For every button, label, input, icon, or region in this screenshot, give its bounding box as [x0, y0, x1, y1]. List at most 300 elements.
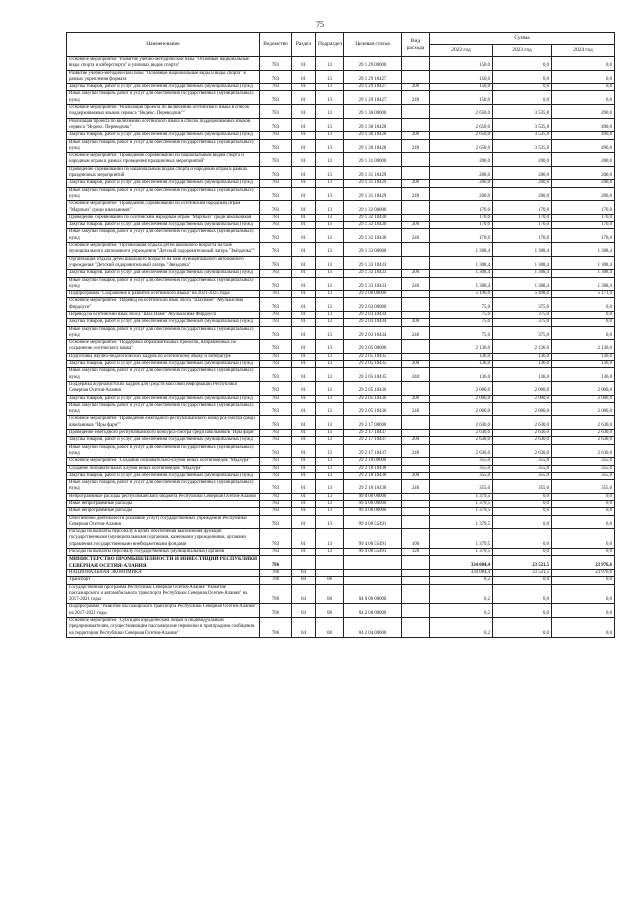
row-2023-cell: 0,0 — [493, 515, 552, 529]
row-target-cell: 29 2 18 10438 — [344, 472, 402, 479]
row-target-cell: 29 1 32 10430 — [344, 229, 402, 243]
row-2024-cell: 0,0 — [552, 84, 615, 91]
row-2024-cell: 0,0 — [552, 577, 615, 584]
row-name-cell: Перевод на осетинский язык эпоса "Шах Наме" Абулькасима Фирдоуси — [67, 311, 260, 318]
row-subsection-cell: 13 — [316, 105, 344, 119]
row-2024-cell: 2 630,0 — [552, 444, 615, 458]
row-2023-cell: 2 630,0 — [493, 430, 552, 437]
row-name-cell: Проведение соревнований по осетинским народным играм "Марчъиз" среди школьников — [67, 214, 260, 221]
table-row — [67, 465, 615, 472]
row-subsection-cell: 13 — [316, 395, 344, 402]
row-ministry-cell: 783 — [260, 201, 292, 215]
row-name-cell: Расходы на выплаты персоналу государственных (муниципальных) органов — [67, 549, 260, 556]
row-target-cell: 99 4 00 55491 — [344, 549, 402, 556]
row-2024-cell: 23 976,6 — [552, 569, 615, 576]
row-ministry-cell: 783 — [260, 166, 292, 180]
row-2023-cell: 5 498,0 — [493, 291, 552, 298]
row-target-cell: 29 2 18 10438 — [344, 465, 402, 472]
table-row — [67, 139, 615, 153]
row-subsection-cell: 13 — [316, 298, 344, 312]
row-expense-type-cell: 240 — [402, 444, 430, 458]
table-row — [67, 243, 615, 257]
row-ministry-cell: 783 — [260, 243, 292, 257]
table-row — [67, 84, 615, 91]
row-2024-cell: 1 308,4 — [552, 256, 615, 270]
header-ministry: Ведомство — [260, 33, 292, 57]
row-name-cell: Основное мероприятие "Перевод на осетинский язык эпоса "Шахнаме" Абулькасима Фирдоуси" — [67, 298, 260, 312]
table-row — [67, 166, 615, 180]
table-row — [67, 214, 615, 221]
row-subsection-cell: 13 — [316, 187, 344, 201]
row-2022-cell: 136,0 — [430, 361, 493, 368]
row-name-cell: Закупка товаров, работ и услуг для обеспечения государственных (муниципальных) нужд — [67, 270, 260, 277]
row-target-cell: 29 2 17 10437 — [344, 430, 402, 437]
table-row — [67, 381, 615, 395]
row-section-cell: 01 — [292, 319, 316, 326]
table-row — [67, 402, 615, 416]
row-2022-cell: 136,0 — [430, 353, 493, 360]
row-subsection-cell: 13 — [316, 277, 344, 291]
row-2023-cell: 3 535,8 — [493, 105, 552, 119]
row-section-cell: 01 — [292, 472, 316, 479]
row-target-cell: 29 1 30 10428 — [344, 139, 402, 153]
row-subsection-cell: 13 — [316, 529, 344, 549]
row-subsection-cell: 13 — [316, 229, 344, 243]
row-2022-cell: 2 650,0 — [430, 118, 493, 132]
row-subsection-cell: 13 — [316, 361, 344, 368]
table-row — [67, 222, 615, 229]
row-section-cell: 01 — [292, 256, 316, 270]
row-expense-type-cell — [402, 501, 430, 508]
row-2022-cell: 5 196,0 — [430, 291, 493, 298]
row-2022-cell: 355,0 — [430, 465, 493, 472]
row-target-cell: 99 4 00 55491 — [344, 529, 402, 549]
table-row — [67, 256, 615, 270]
table-row — [67, 480, 615, 494]
row-2023-cell: 0,0 — [493, 91, 552, 105]
table-row — [67, 368, 615, 382]
row-expense-type-cell — [402, 556, 430, 570]
row-expense-type-cell — [402, 214, 430, 221]
row-target-cell: 29 1 32 10430 — [344, 214, 402, 221]
row-subsection-cell: 13 — [316, 180, 344, 187]
row-subsection-cell: 13 — [316, 139, 344, 153]
row-ministry-cell: 783 — [260, 361, 292, 368]
table-row — [67, 291, 615, 298]
row-2022-cell: 150,0 — [430, 57, 493, 71]
row-ministry-cell: 783 — [260, 480, 292, 494]
row-2024-cell: 0,0 — [552, 311, 615, 318]
row-2023-cell: 0,0 — [493, 529, 552, 549]
row-2024-cell: 1 308,4 — [552, 277, 615, 291]
row-2024-cell: 0,0 — [552, 298, 615, 312]
row-2022-cell: 1 308,4 — [430, 270, 493, 277]
row-section-cell: 01 — [292, 84, 316, 91]
row-2024-cell: 200,0 — [552, 180, 615, 187]
row-2022-cell: 2 630,0 — [430, 437, 493, 444]
row-2023-cell: 3 535,8 — [493, 132, 552, 139]
row-subsection-cell: 13 — [316, 311, 344, 318]
row-name-cell: Закупка товаров, работ и услуг для обеспечения государственных (муниципальных) нужд — [67, 180, 260, 187]
row-expense-type-cell — [402, 430, 430, 437]
row-target-cell: 29 1 29 10427 — [344, 70, 402, 84]
row-subsection-cell: 13 — [316, 291, 344, 298]
row-name-cell: Иные закупки товаров, работ и услуг для обеспечения государственных (муниципальных) нужд — [67, 277, 260, 291]
row-section-cell — [292, 556, 316, 570]
row-ministry-cell: 783 — [260, 91, 292, 105]
row-name-cell: НАЦИОНАЛЬНАЯ ЭКОНОМИКА — [67, 569, 260, 576]
row-expense-type-cell: 200 — [402, 395, 430, 402]
row-target-cell: 29 1 32 10430 — [344, 222, 402, 229]
row-expense-type-cell: 240 — [402, 402, 430, 416]
row-name-cell: Закупка товаров, работ и услуг для обеспечения государственных (муниципальных) нужд — [67, 472, 260, 479]
row-2023-cell: 1 308,4 — [493, 277, 552, 291]
row-subsection-cell: 13 — [316, 132, 344, 139]
row-name-cell: Закупка товаров, работ и услуг для обеспечения государственных (муниципальных) нужд — [67, 361, 260, 368]
row-section-cell: 01 — [292, 465, 316, 472]
header-target: Целевая статья — [344, 33, 402, 57]
row-2024-cell: 2 630,0 — [552, 437, 615, 444]
row-target-cell: 99 4 00 55491 — [344, 515, 402, 529]
row-name-cell: МИНИСТЕРСТВО ПРОМЫШЛЕННОСТИ И ИНВЕСТИЦИЙ РЕСПУБЛИКИ СЕВЕРНАЯ ОСЕТИЯ-АЛАНИЯ — [67, 556, 260, 570]
row-name-cell: Закупка товаров, работ и услуг для обеспечения государственных (муниципальных) нужд — [67, 319, 260, 326]
row-name-cell: Поддержка журналистских кадров для средств массовой информации Республики Северная Осетия-Алания — [67, 381, 260, 395]
row-name-cell: Обеспечение деятельности (оказание услуг) государственных учреждений Республики Северная Осетия-Алания — [67, 515, 260, 529]
row-ministry-cell: 783 — [260, 256, 292, 270]
row-name-cell: Закупка товаров, работ и услуг для обеспечения государственных (муниципальных) нужд — [67, 395, 260, 402]
row-target-cell: 29 2 17 10437 — [344, 437, 402, 444]
row-ministry-cell: 783 — [260, 311, 292, 318]
row-section-cell: 01 — [292, 416, 316, 430]
row-2023-cell: 355,0 — [493, 472, 552, 479]
row-expense-type-cell: 100 — [402, 529, 430, 549]
row-target-cell: 99 0 00 00000 — [344, 493, 402, 500]
row-name-cell: Закупка товаров, работ и услуг для обеспечения государственных (муниципальных) нужд — [67, 84, 260, 91]
table-row — [67, 187, 615, 201]
row-2023-cell: 2 000,0 — [493, 395, 552, 402]
table-row — [67, 577, 615, 584]
row-target-cell: 29 1 29 10427 — [344, 91, 402, 105]
row-section-cell: 01 — [292, 270, 316, 277]
row-ministry-cell: 783 — [260, 381, 292, 395]
row-ministry-cell: 783 — [260, 277, 292, 291]
row-target-cell — [344, 569, 402, 576]
row-2023-cell: 0,0 — [493, 584, 552, 604]
row-2023-cell: 375,0 — [493, 298, 552, 312]
row-expense-type-cell — [402, 291, 430, 298]
row-target-cell: 29 2 17 10437 — [344, 444, 402, 458]
row-target-cell: 29 2 05 10435 — [344, 368, 402, 382]
budget-table — [66, 32, 615, 638]
table-body — [67, 57, 615, 638]
row-section-cell: 01 — [292, 201, 316, 215]
row-target-cell: 29 2 18 00000 — [344, 458, 402, 465]
row-subsection-cell: 13 — [316, 549, 344, 556]
row-expense-type-cell — [402, 118, 430, 132]
row-2023-cell: 2 136,0 — [493, 340, 552, 354]
row-section-cell: 01 — [292, 501, 316, 508]
row-subsection-cell: 13 — [316, 416, 344, 430]
row-expense-type-cell — [402, 353, 430, 360]
row-ministry-cell: 783 — [260, 444, 292, 458]
row-2024-cell: 0,0 — [552, 618, 615, 638]
row-2023-cell: 200,0 — [493, 187, 552, 201]
row-2024-cell: 170,0 — [552, 229, 615, 243]
row-ministry-cell: 783 — [260, 132, 292, 139]
row-ministry-cell: 783 — [260, 340, 292, 354]
row-ministry-cell: 783 — [260, 229, 292, 243]
row-expense-type-cell: 240 — [402, 229, 430, 243]
row-2024-cell: 5 171,0 — [552, 291, 615, 298]
row-section-cell: 01 — [292, 361, 316, 368]
row-subsection-cell: 13 — [316, 444, 344, 458]
row-2024-cell: 0,0 — [552, 508, 615, 515]
row-subsection-cell: 13 — [316, 515, 344, 529]
row-subsection-cell: 13 — [316, 166, 344, 180]
row-section-cell: 01 — [292, 222, 316, 229]
row-subsection-cell: 13 — [316, 381, 344, 395]
row-2024-cell: 490,0 — [552, 105, 615, 119]
header-expense-type: Вид расхода — [402, 33, 430, 57]
row-2023-cell: 200,0 — [493, 153, 552, 167]
row-ministry-cell: 783 — [260, 139, 292, 153]
row-subsection-cell: 13 — [316, 402, 344, 416]
row-name-cell: Иные непрограммные расходы — [67, 501, 260, 508]
row-2022-cell: 2 136,0 — [430, 340, 493, 354]
row-2022-cell: 334 084,4 — [430, 556, 493, 570]
row-2022-cell: 1 379,5 — [430, 501, 493, 508]
row-2022-cell: 1 308,4 — [430, 243, 493, 257]
row-2023-cell: 375,0 — [493, 319, 552, 326]
row-section-cell: 01 — [292, 430, 316, 437]
row-2022-cell: 75,0 — [430, 326, 493, 340]
row-2024-cell: 0,0 — [552, 584, 615, 604]
row-ministry-cell: 783 — [260, 493, 292, 500]
row-target-cell: 29 1 33 00000 — [344, 243, 402, 257]
row-target-cell: 29 2 00 00000 — [344, 291, 402, 298]
row-section-cell: 01 — [292, 214, 316, 221]
table-row — [67, 556, 615, 570]
row-2023-cell: 0,0 — [493, 549, 552, 556]
row-subsection-cell: 13 — [316, 256, 344, 270]
table-row — [67, 153, 615, 167]
table-row — [67, 340, 615, 354]
row-section-cell: 01 — [292, 139, 316, 153]
row-name-cell: Подготовка научно-педагогических кадров по осетинскому языку и литературе — [67, 353, 260, 360]
row-ministry-cell: 783 — [260, 515, 292, 529]
row-name-cell: Непрограммные расходы республиканского бюджета Республики Северная Осетия-Алания — [67, 493, 260, 500]
row-section-cell: 01 — [292, 368, 316, 382]
row-name-cell: Транспорт — [67, 577, 260, 584]
row-section-cell: 01 — [292, 515, 316, 529]
row-2024-cell: 136,0 — [552, 368, 615, 382]
row-2022-cell: 170,0 — [430, 201, 493, 215]
row-section-cell: 01 — [292, 229, 316, 243]
row-target-cell: 29 1 32 00000 — [344, 201, 402, 215]
row-2024-cell: 136,0 — [552, 353, 615, 360]
table-row — [67, 229, 615, 243]
row-2023-cell: 170,0 — [493, 214, 552, 221]
table-row — [67, 416, 615, 430]
row-ministry-cell: 786 — [260, 618, 292, 638]
row-section-cell: 01 — [292, 340, 316, 354]
row-subsection-cell: 13 — [316, 243, 344, 257]
row-subsection-cell: 13 — [316, 222, 344, 229]
row-2023-cell: 2 630,0 — [493, 444, 552, 458]
row-2023-cell: 0,0 — [493, 70, 552, 84]
row-2024-cell: 0,0 — [552, 70, 615, 84]
row-expense-type-cell — [402, 416, 430, 430]
row-expense-type-cell — [402, 508, 430, 515]
row-section-cell: 01 — [292, 91, 316, 105]
row-subsection-cell: 13 — [316, 153, 344, 167]
row-2024-cell: 490,0 — [552, 139, 615, 153]
row-2024-cell: 1 308,4 — [552, 243, 615, 257]
row-2022-cell: 150,0 — [430, 70, 493, 84]
row-subsection-cell: 13 — [316, 214, 344, 221]
row-name-cell: Основное мероприятие "Проведение соревнований по осетинским народным играм "Марчъиз" среди школьников" — [67, 201, 260, 215]
row-2024-cell: 200,0 — [552, 166, 615, 180]
table-row — [67, 569, 615, 576]
row-name-cell: Основное мероприятие "Проведение ежегодного республиканского конкурса-смотра среди школьников "Иры фарн"" — [67, 416, 260, 430]
row-section-cell: 01 — [292, 444, 316, 458]
row-2023-cell: 1 308,4 — [493, 270, 552, 277]
row-expense-type-cell: 240 — [402, 139, 430, 153]
row-name-cell: Основное мероприятие "Поддержка образовательных проектов, направленных на сохранение осетинского языка" — [67, 340, 260, 354]
table-row — [67, 444, 615, 458]
row-2022-cell: 0,2 — [430, 604, 493, 618]
row-subsection-cell: 13 — [316, 70, 344, 84]
row-name-cell: Иные закупки товаров, работ и услуг для обеспечения государственных (муниципальных) нужд — [67, 187, 260, 201]
row-name-cell: Закупка товаров, работ и услуг для обеспечения государственных (муниципальных) нужд — [67, 222, 260, 229]
row-name-cell: Проведение соревнований по национальным видам спорта и народным играм в рамках праздничных мероприятий — [67, 166, 260, 180]
row-expense-type-cell: 240 — [402, 91, 430, 105]
row-name-cell: Закупка товаров, работ и услуг для обеспечения государственных (муниципальных) нужд — [67, 437, 260, 444]
table-row — [67, 549, 615, 556]
row-2023-cell: 0,0 — [493, 57, 552, 71]
row-2024-cell: 2 136,0 — [552, 340, 615, 354]
row-2023-cell: 2 630,0 — [493, 416, 552, 430]
row-section-cell: 01 — [292, 298, 316, 312]
row-target-cell — [344, 577, 402, 584]
row-section-cell: 01 — [292, 480, 316, 494]
row-2023-cell: 200,0 — [493, 166, 552, 180]
row-ministry-cell: 783 — [260, 326, 292, 340]
row-expense-type-cell — [402, 381, 430, 395]
row-section-cell: 04 — [292, 569, 316, 576]
table-row — [67, 319, 615, 326]
row-2022-cell: 0,2 — [430, 618, 493, 638]
table-row — [67, 618, 615, 638]
row-ministry-cell: 783 — [260, 270, 292, 277]
row-name-cell: Реализация проекта по включению осетинского языка в список поддерживаемых языков сервиса "Яндекс. Переводчик" — [67, 118, 260, 132]
row-target-cell: 29 1 30 00000 — [344, 105, 402, 119]
row-target-cell: 29 2 05 10435 — [344, 353, 402, 360]
row-ministry-cell: 786 — [260, 604, 292, 618]
row-expense-type-cell: 200 — [402, 222, 430, 229]
row-2023-cell: 3 535,8 — [493, 118, 552, 132]
row-target-cell: 29 2 03 10434 — [344, 326, 402, 340]
row-name-cell: Подпрограмма "Развитие пассажирского транспорта Республики Северная Осетия-Алания" на 2017-2021 годы — [67, 604, 260, 618]
row-section-cell: 01 — [292, 277, 316, 291]
row-2022-cell: 1 379,5 — [430, 549, 493, 556]
row-2022-cell: 0,2 — [430, 577, 493, 584]
row-name-cell: Основное мероприятие "Создание познавательно-клубов юных осетиноведов "Мадзура"" — [67, 458, 260, 465]
row-expense-type-cell — [402, 201, 430, 215]
table-row — [67, 201, 615, 215]
row-2022-cell: 75,0 — [430, 319, 493, 326]
row-2024-cell: 170,0 — [552, 222, 615, 229]
row-expense-type-cell: 120 — [402, 549, 430, 556]
row-2023-cell: 136,0 — [493, 368, 552, 382]
row-2022-cell: 75,0 — [430, 311, 493, 318]
row-name-cell: Расходы на выплаты персоналу в целях обеспечения выполнения функций государственными (муниципальными) органами, казенными учреждениями, органами управления государственными внебюджетными фондами — [67, 529, 260, 549]
row-expense-type-cell: 200 — [402, 319, 430, 326]
row-expense-type-cell — [402, 166, 430, 180]
row-section-cell: 01 — [292, 353, 316, 360]
row-expense-type-cell — [402, 465, 430, 472]
row-ministry-cell: 783 — [260, 458, 292, 465]
row-ministry-cell: 783 — [260, 222, 292, 229]
row-subsection-cell: 13 — [316, 326, 344, 340]
row-2022-cell: 200,0 — [430, 153, 493, 167]
row-section-cell: 01 — [292, 180, 316, 187]
row-ministry-cell: 783 — [260, 180, 292, 187]
row-ministry-cell: 783 — [260, 529, 292, 549]
row-2024-cell: 0,0 — [552, 91, 615, 105]
row-2024-cell: 136,0 — [552, 361, 615, 368]
row-ministry-cell: 783 — [260, 214, 292, 221]
row-ministry-cell: 783 — [260, 187, 292, 201]
row-2022-cell: 2 650,0 — [430, 132, 493, 139]
row-name-cell: Основное мероприятие "Организация отдыха детей школьного возраста на базе муниципального автономного учреждения "Детский оздоровительный лагерь "Звёздочка"" — [67, 243, 260, 257]
row-subsection-cell: 13 — [316, 57, 344, 71]
row-ministry-cell: 783 — [260, 402, 292, 416]
row-name-cell: Государственная программа Республики Северная Осетия-Алания "Развитие пассажирского и автомобильного транспорта Республики Северная Осетия-Алания" на 2017-2021 годы — [67, 584, 260, 604]
row-name-cell: Закупка товаров, работ и услуг для обеспечения государственных (муниципальных) нужд — [67, 132, 260, 139]
row-2024-cell: 0,0 — [552, 501, 615, 508]
row-name-cell: Подпрограмма "Сохранение и развитие осетинского языка" на 2021-2025 годы — [67, 291, 260, 298]
row-2022-cell: 2 630,0 — [430, 416, 493, 430]
row-2022-cell: 75,0 — [430, 298, 493, 312]
row-2022-cell: 1 379,5 — [430, 529, 493, 549]
row-2023-cell: 355,0 — [493, 480, 552, 494]
row-2022-cell: 355,0 — [430, 458, 493, 465]
row-2022-cell: 136,0 — [430, 368, 493, 382]
row-ministry-cell: 783 — [260, 416, 292, 430]
row-section-cell: 01 — [292, 529, 316, 549]
row-expense-type-cell — [402, 153, 430, 167]
header-2023: 2023 год — [493, 45, 552, 57]
row-2024-cell: 2 000,0 — [552, 402, 615, 416]
row-section-cell: 01 — [292, 70, 316, 84]
row-expense-type-cell — [402, 256, 430, 270]
row-2023-cell: 2 000,0 — [493, 402, 552, 416]
row-subsection-cell: 13 — [316, 118, 344, 132]
table-row — [67, 270, 615, 277]
row-2023-cell: 2 630,0 — [493, 437, 552, 444]
row-name-cell: Основное мероприятие "Проведение соревнований по национальным видам спорта и народным играм в рамках проведения праздничных мероприятий" — [67, 153, 260, 167]
table-row — [67, 298, 615, 312]
row-2024-cell: 2 630,0 — [552, 416, 615, 430]
row-subsection-cell: 13 — [316, 201, 344, 215]
row-target-cell: 29 2 18 10438 — [344, 480, 402, 494]
row-section-cell: 01 — [292, 105, 316, 119]
row-2024-cell: 0,0 — [552, 515, 615, 529]
row-section-cell: 01 — [292, 326, 316, 340]
row-expense-type-cell — [402, 298, 430, 312]
row-2024-cell: 170,0 — [552, 214, 615, 221]
